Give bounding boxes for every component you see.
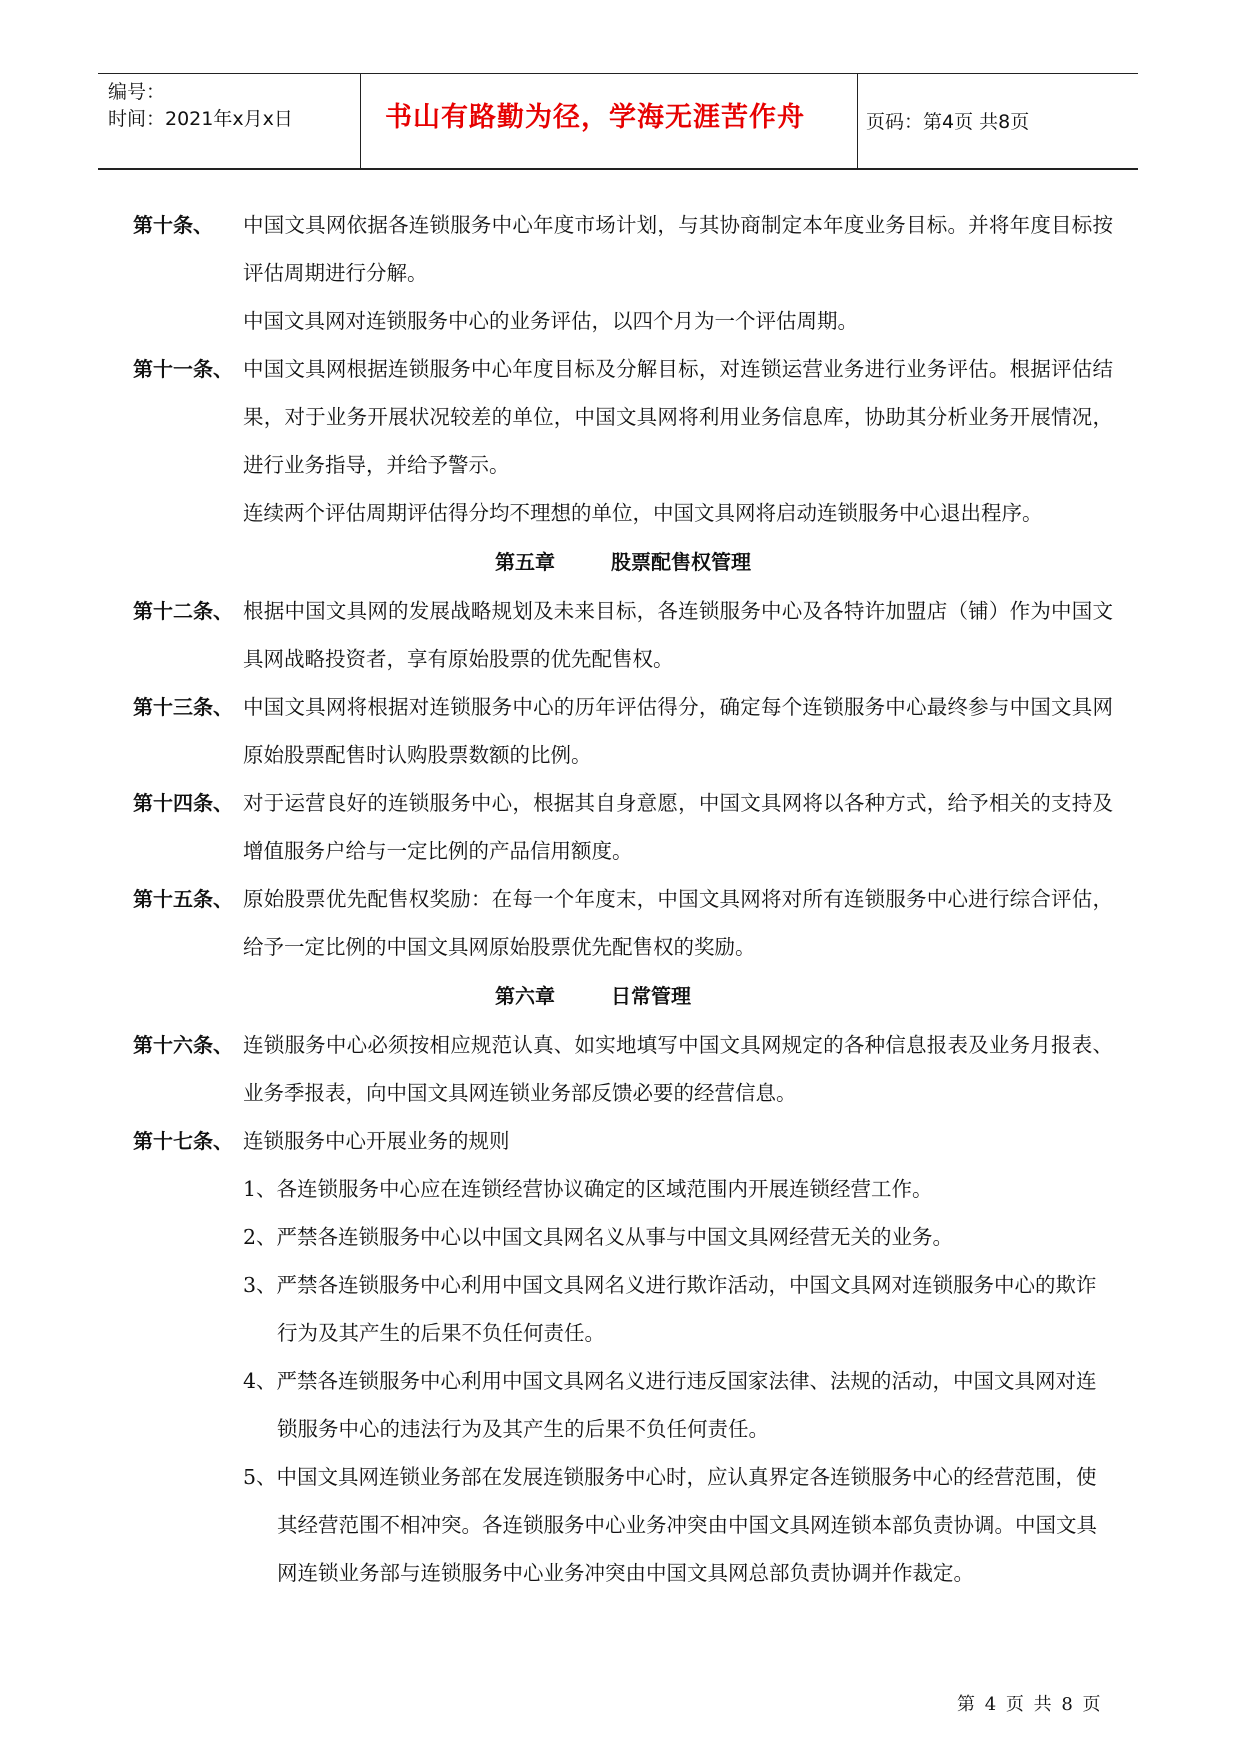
paragraph: 连续两个评估周期评估得分均不理想的单位，中国文具网将启动连锁服务中心退出程序。: [243, 501, 1043, 525]
list-item: [133, 1453, 1113, 1597]
article-text: 中国文具网依据各连锁服务中心年度市场计划，与其协商制定本年度业务目标。并将年度目标按评估周期进行分解。: [243, 213, 1113, 285]
header-top-rule: [98, 73, 1138, 74]
article-text: 原始股票优先配售权奖励：在每一个年度末，中国文具网将对所有连锁服务中心进行综合评估，给予一定比例的中国文具网原始股票优先配售权的奖励。: [243, 887, 1113, 959]
header-bottom-rule: [98, 168, 1138, 170]
header-divider-right: [857, 73, 858, 169]
page-footer: 第 4 页 共 8 页: [957, 1694, 1103, 1715]
article-text: 对于运营良好的连锁服务中心，根据其自身意愿，中国文具网将以各种方式，给予相关的支持及增值服务户给与一定比例的产品信用额度。: [243, 791, 1113, 863]
article-label: 第十四条、: [133, 791, 233, 815]
list-item: [133, 1213, 1113, 1261]
header-page-label: 页码：第4页 共8页: [866, 111, 1030, 133]
chapter-title: 股票配售权管理: [611, 550, 751, 574]
article-text: 连锁服务中心必须按相应规范认真、如实地填写中国文具网规定的各种信息报表及业务月报表、业务季报表，向中国文具网连锁业务部反馈必要的经营信息。: [243, 1033, 1113, 1105]
article-label: 第十六条、: [133, 1033, 233, 1057]
chapter-heading: [133, 537, 1113, 587]
article: [133, 1021, 1113, 1117]
article: [133, 587, 1113, 683]
header-meta: [108, 79, 293, 133]
article-text: 中国文具网将根据对连锁服务中心的历年评估得分，确定每个连锁服务中心最终参与中国文具网原始股票配售时认购股票数额的比例。: [243, 695, 1113, 767]
article-label: 第十三条、: [133, 695, 233, 719]
rule-text: 3、严禁各连锁服务中心利用中国文具网名义进行欺诈活动，中国文具网对连锁服务中心的欺诈行为及其产生的后果不负任何责任。: [243, 1273, 1097, 1345]
article-text: 连锁服务中心开展业务的规则: [243, 1129, 510, 1153]
chapter-number: 第六章: [495, 984, 555, 1008]
header-time-label: 时间：2021年x月x日: [108, 108, 293, 130]
chapter-number: 第五章: [495, 550, 555, 574]
header-number-label: 编号：: [108, 81, 166, 103]
article: [133, 683, 1113, 779]
page-header: [98, 73, 1138, 169]
article-label: 第十七条、: [133, 1129, 233, 1153]
article: [133, 345, 1113, 489]
rule-text: 2、严禁各连锁服务中心以中国文具网名义从事与中国文具网经营无关的业务。: [243, 1225, 954, 1249]
article: [133, 1117, 1113, 1165]
list-item: [133, 1357, 1113, 1453]
chapter-heading: [133, 971, 1113, 1021]
document-body: [133, 201, 1113, 1597]
article: [133, 875, 1113, 971]
article-text: 根据中国文具网的发展战略规划及未来目标，各连锁服务中心及各特许加盟店（铺）作为中国文具网战略投资者，享有原始股票的优先配售权。: [243, 599, 1113, 671]
list-item: [133, 1165, 1113, 1213]
rule-text: 4、严禁各连锁服务中心利用中国文具网名义进行违反国家法律、法规的活动，中国文具网对连锁服务中心的违法行为及其产生的后果不负任何责任。: [243, 1369, 1097, 1441]
rule-text: 1、各连锁服务中心应在连锁经营协议确定的区域范围内开展连锁经营工作。: [243, 1177, 933, 1201]
list-item: [133, 1261, 1113, 1357]
article: [133, 779, 1113, 875]
article: [133, 201, 1113, 297]
chapter-title: 日常管理: [611, 984, 691, 1008]
article-label: 第十五条、: [133, 887, 233, 911]
article-label: 第十一条、: [133, 357, 233, 381]
article-label: 第十二条、: [133, 599, 233, 623]
paragraph: 中国文具网对连锁服务中心的业务评估，以四个月为一个评估周期。: [243, 309, 858, 333]
header-motto: 书山有路勤为径，学海无涯苦作舟: [385, 102, 805, 133]
article-label: 第十条、: [133, 213, 213, 237]
article-text: 中国文具网根据连锁服务中心年度目标及分解目标，对连锁运营业务进行业务评估。根据评估结果，对于业务开展状况较差的单位，中国文具网将利用业务信息库，协助其分析业务开展情况，进行业务指导，并给予警示。: [243, 357, 1113, 477]
rule-text: 5、中国文具网连锁业务部在发展连锁服务中心时，应认真界定各连锁服务中心的经营范围，使其经营范围不相冲突。各连锁服务中心业务冲突由中国文具网连锁本部负责协调。中国文具网连锁业务部与连锁服务中心业务冲突由中国文具网总部负责协调并作裁定。: [243, 1465, 1097, 1585]
